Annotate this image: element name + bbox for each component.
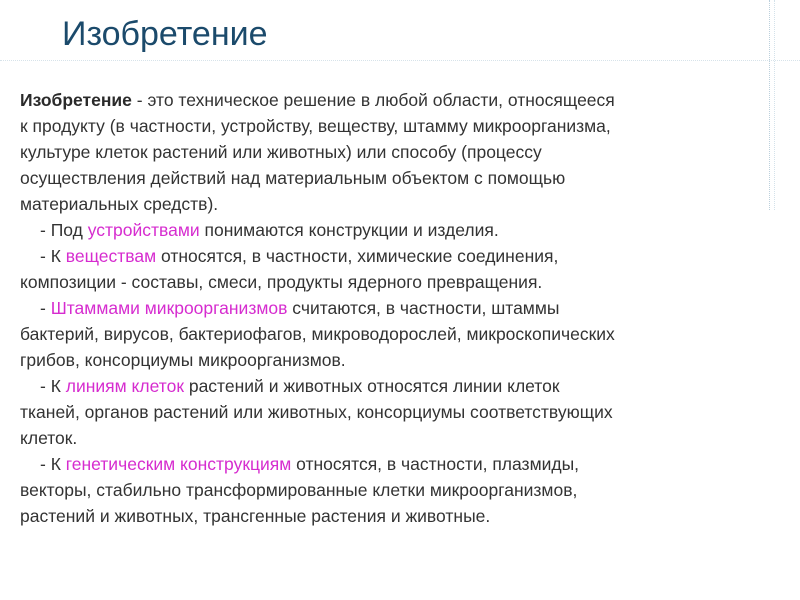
text-fragment: - это техническое решение в любой области, относящееся — [131, 90, 615, 110]
item-strains — [20, 295, 790, 373]
slide-title: Изобретение — [62, 15, 268, 53]
text-fragment: относятся, в частности, химические соединения, — [156, 246, 559, 266]
text-fragment: растений и животных относятся линии клеток — [183, 376, 560, 396]
highlighted-term: веществам — [65, 246, 157, 266]
text-line: культуре клеток растений или животных) или способу (процессу — [20, 142, 542, 162]
text-line: тканей, органов растений или животных, консорциумы соответствующих — [20, 402, 613, 422]
defined-term: Изобретение — [20, 90, 132, 110]
text-line — [20, 451, 790, 477]
text-line: бактерий, вирусов, бактериофагов, микроводорослей, микроскопических — [20, 324, 615, 344]
slide-body — [20, 87, 790, 529]
text-line — [20, 87, 790, 113]
text-line: клеток. — [20, 428, 78, 448]
text-line — [20, 373, 790, 399]
text-fragment: - Под — [40, 220, 88, 240]
highlighted-term: устройствами — [87, 220, 200, 240]
text-line: растений и животных, трансгенные растения и животные. — [20, 506, 491, 526]
text-fragment: - К — [40, 376, 66, 396]
text-line: грибов, консорциумы микроорганизмов. — [20, 350, 346, 370]
text-line — [20, 295, 790, 321]
text-fragment: понимаются конструкции и изделия. — [199, 220, 499, 240]
text-fragment: - К — [40, 454, 66, 474]
text-fragment: относятся, в частности, плазмиды, — [291, 454, 580, 474]
highlighted-term: генетическим конструкциям — [65, 454, 292, 474]
highlighted-term: линиям клеток — [65, 376, 184, 396]
text-fragment: - — [40, 298, 51, 318]
definition-paragraph — [20, 87, 790, 217]
text-line: осуществления действий над материальным объектом с помощью — [20, 168, 566, 188]
decorative-divider — [0, 60, 800, 61]
text-fragment: считаются, в частности, штаммы — [287, 298, 560, 318]
text-line — [20, 243, 790, 269]
text-line: композиции - составы, смеси, продукты ядерного превращения. — [20, 272, 543, 292]
highlighted-term: Штаммами микроорганизмов — [50, 298, 288, 318]
item-cell-lines — [20, 373, 790, 451]
item-genetic-constructs — [20, 451, 790, 529]
text-line — [20, 217, 790, 243]
text-line: материальных средств). — [20, 194, 219, 214]
text-line: векторы, стабильно трансформированные клетки микроорганизмов, — [20, 480, 578, 500]
text-line: к продукту (в частности, устройству, веществу, штамму микроорганизма, — [20, 116, 611, 136]
item-devices — [20, 217, 790, 243]
item-substances — [20, 243, 790, 295]
text-fragment: - К — [40, 246, 66, 266]
